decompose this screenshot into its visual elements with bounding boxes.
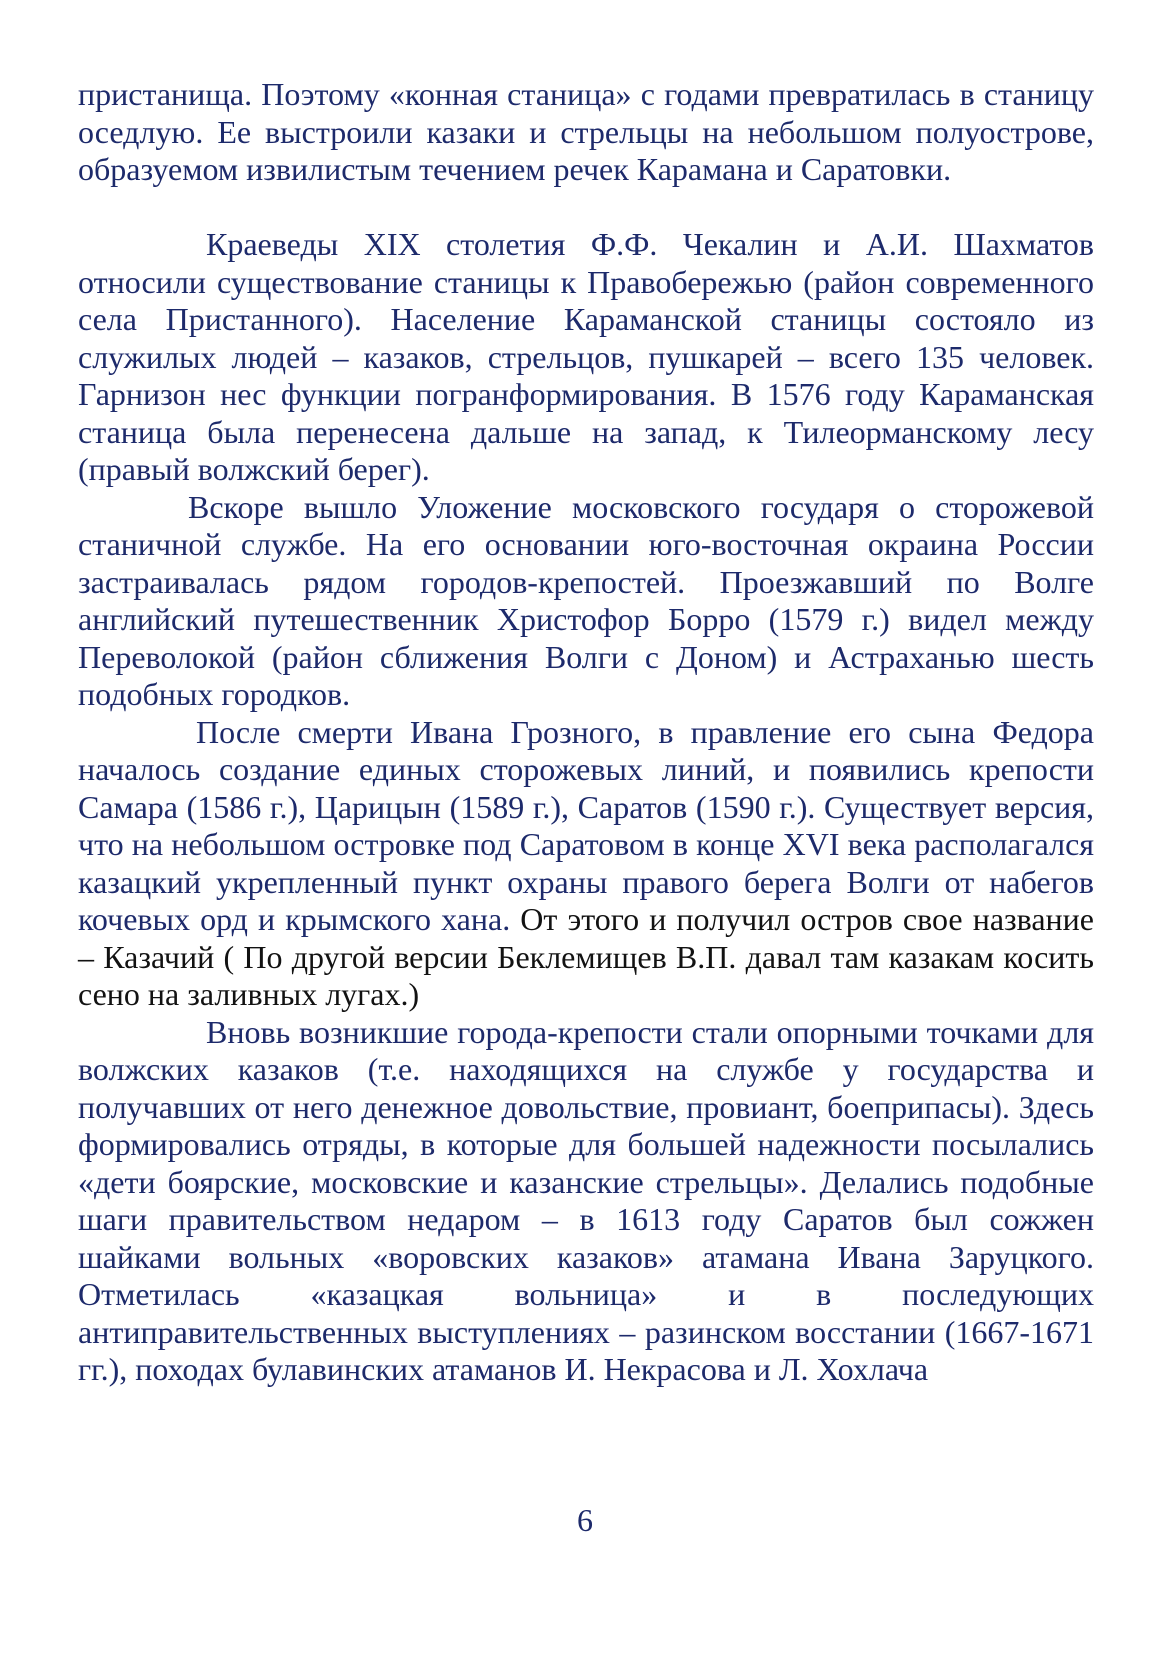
page-body — [78, 76, 1094, 1389]
paragraph-3: Вскоре вышло Уложение московского государя о сторожевой станичной службе. На его основании юго-восточная окраина России застраивалась рядом городов-крепостей. Проезжавший по Волге английский путешественник Христофор Борро (1579 г.) видел между Переволокой (район сближения Волги с Доном) и Астраханью шесть подобных городков. — [78, 488, 1094, 712]
paragraph-1: пристанища. Поэтому «конная станица» с годами превратилась в станицу оседлую. Ее выстроили казаки и стрельцы на небольшом полуострове, образуемом извилистым течением речек Карамана и Саратовки. — [78, 76, 1094, 187]
paragraph-4-dark: От этого и получил остров свое название – Казачий ( По другой версии Беклемищев В.П. давал там казакам косить сено на заливных лугах.) — [78, 901, 1095, 1012]
page-number: 6 — [577, 1502, 593, 1538]
paragraph-5: Вновь возникшие города-крепости стали опорными точками для волжских казаков (т.е. находящихся на службе у государства и получавших от него денежное довольствие, провиант, боеприпасы). Здесь формировались отряды, в которые для большей надежности посылались «дети боярские, московские и казанские стрельцы». Делались подобные шаги правительством недаром – в 1613 году Саратов был сожжен шайками вольных «воровских казаков» атамана Ивана Заруцкого. Отметилась «казацкая вольница» и в последующих антиправительственных выступлениях – разинском восстании (1667-1671 гг.), походах булавинских атаманов И. Некрасова и Л. Хохлача — [78, 1013, 1094, 1387]
paragraph-gap — [78, 189, 1094, 227]
paragraph-4-main: После смерти Ивана Грозного, в правление его сына Федора началось создание единых сторожевых линий, и появились крепости Самара (1586 г.), Царицын (1589 г.), Саратов (1590 г.). Существует версия, что на небольшом островке под Саратовом в конце XVI века располагался казацкий укрепленный пункт охраны правого берега Волги от набегов кочевых орд и крымского хана. — [78, 713, 1094, 937]
paragraph-4 — [78, 714, 1094, 1014]
paragraph-2: Краеведы XIX столетия Ф.Ф. Чекалин и А.И. Шахматов относили существование станицы к Правобережью (район современного села Пристанного). Население Караманской станицы состояло из служилых людей – казаков, стрельцов, пушкарей – всего 135 человек. Гарнизон нес функции погранформирования. В 1576 году Караманская станица была перенесена дальше на запад, к Тилеорманскому лесу (правый волжский берег). — [78, 226, 1094, 487]
